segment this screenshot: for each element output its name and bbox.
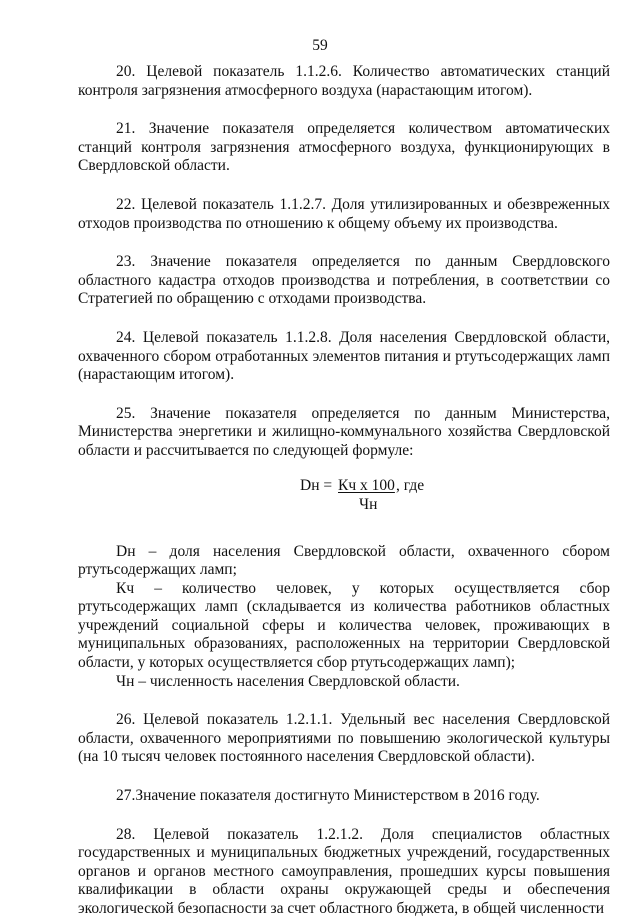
paragraph-24: 24. Целевой показатель 1.1.2.8. Доля населения Свердловской области, охваченного сбором отработанных элементов питания и ртутьсодержащих ламп (нарастающим итогом). [78,328,610,384]
formula [78,471,610,519]
paragraph-23: 23. Значение показателя определяется по данным Свердловского областного кадастра отходов производства и потребления, в соответствии со Стратегией по обращению с отходами производства. [78,253,610,308]
paragraph-20: 20. Целевой показатель 1.1.2.6. Количество автоматических станций контроля загрязнения атмосферного воздуха (нарастающим итогом). [78,63,610,99]
formula-lhs: Dн = [300,476,333,494]
formula-suffix: , где [396,476,425,494]
paragraph-28: 28. Целевой показатель 1.2.1.2. Доля специалистов областных государственных и муниципальных бюджетных учреждений, государственных органов и органов местного самоуправления, прошедших курсы повышения квалификации в области охраны окружающей среды и обеспечения экологической безопасности за счет областного бюджета, в общей численности [78,825,610,917]
document-body [78,63,610,919]
definition-dn: Dн – доля населения Свердловской области, охваченного сбором ртутьсодержащих ламп; [78,542,610,579]
paragraph-26: 26. Целевой показатель 1.2.1.1. Удельный вес населения Свердловской области, охваченного мероприятиями по повышению экологической культуры (на 10 тысяч человек постоянного населения Свердловской области). [78,711,610,766]
definition-chn: Чн – численность населения Свердловской области. [116,672,460,690]
paragraph-25: 25. Значение показателя определяется по данным Министерства, Министерства энергетики и жилищно-коммунального хозяйства Свердловской области и рассчитывается по следующей формуле: [78,404,610,459]
formula-numerator: Кч х 100 [338,476,395,494]
paragraph-22: 22. Целевой показатель 1.1.2.7. Доля утилизированных и обезвреженных отходов производства по отношению к общему объему их производства. [78,195,610,232]
paragraph-21: 21. Значение показателя определяется количеством автоматических станций контроля загрязнения атмосферного воздуха, функционирующих в Свердловской области. [78,120,610,175]
formula-denominator: Чн [359,495,378,513]
page-number: 59 [312,37,328,54]
paragraph-27: 27.Значение показателя достигнуто Министерством в 2016 году. [116,787,540,805]
definition-kch: Кч – количество человек, у которых осуществляется сбор ртутьсодержащих ламп (складывается из количества работников областных учреждений социальной сферы и количества человек, проживающих в муниципальных образованиях, расположенных на территории Свердловской области, у которых осуществляется сбор ртутьсодержащих ламп); [78,579,610,672]
